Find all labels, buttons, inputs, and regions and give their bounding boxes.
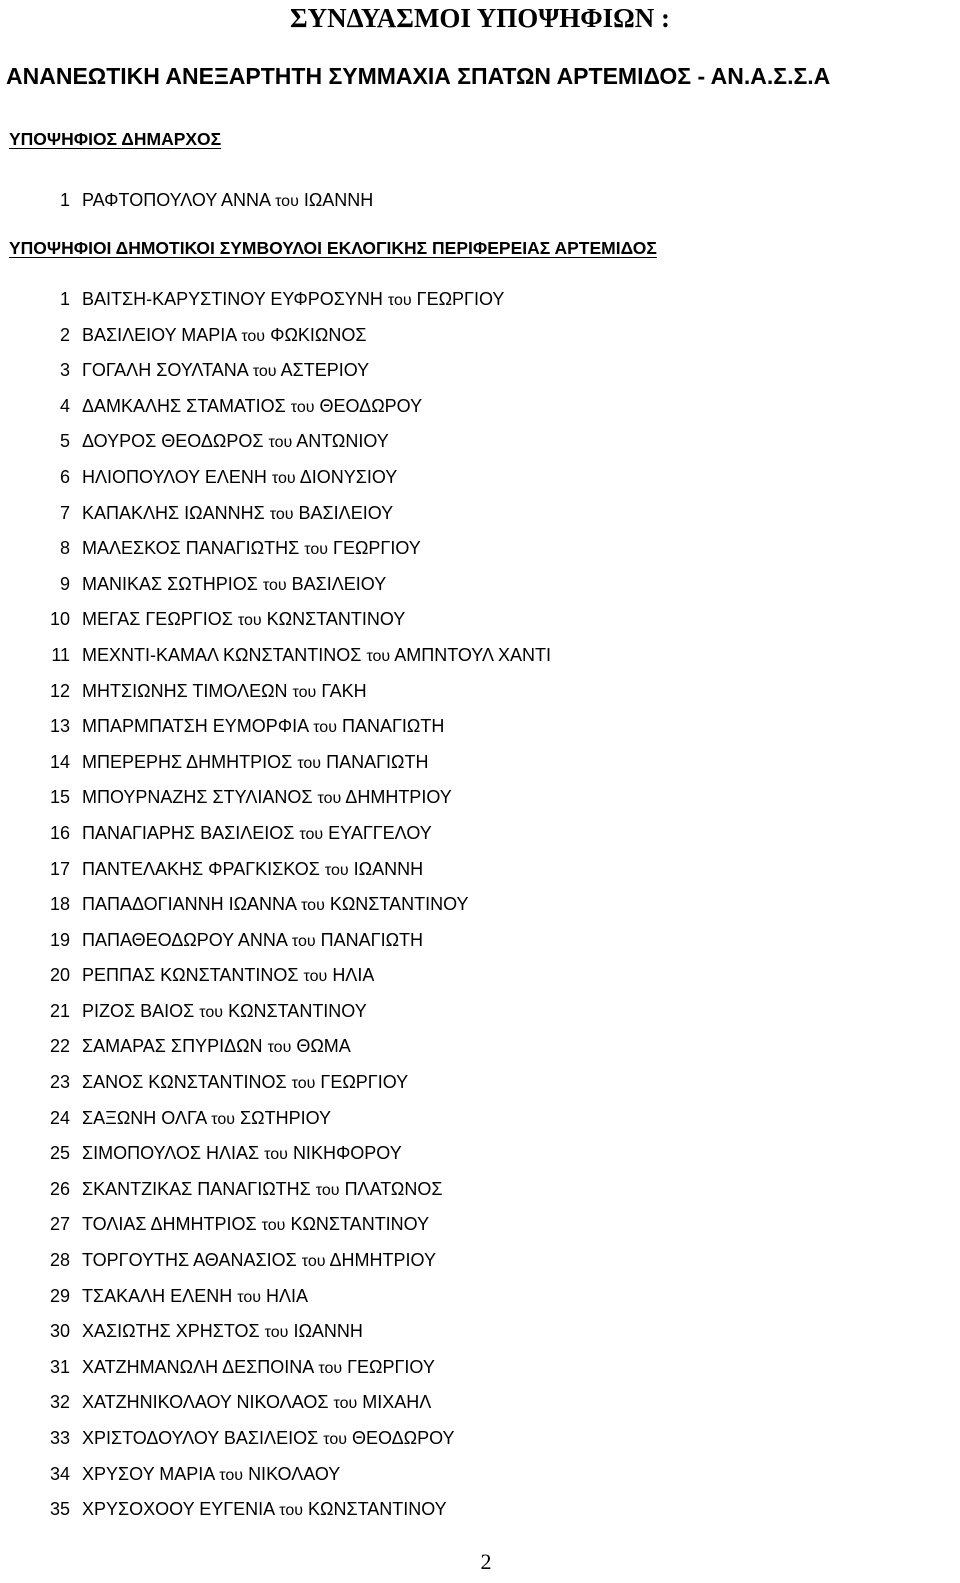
patronymic-article: του: [387, 292, 412, 309]
candidate-father-name: ΠΑΝΑΓΙΩΤΗ: [320, 929, 424, 950]
patronymic-article: του: [292, 683, 317, 701]
candidate-father-name: ΗΛΙΑ: [265, 1285, 309, 1306]
candidate-full-name: [82, 821, 432, 847]
patronymic-article: του: [241, 327, 266, 345]
candidate-father-name: ΔΗΜΗΤΡΙΟΥ: [345, 787, 452, 808]
candidate-full-name: [82, 679, 367, 705]
candidate-name: ΜΠΕΡΕΡΗΣ ΔΗΜΗΤΡΙΟΣ: [82, 751, 293, 772]
candidate-number: 20: [49, 965, 70, 986]
candidate-full-name: [82, 750, 428, 776]
patronymic-article: του: [333, 1395, 358, 1413]
candidate-number: 33: [49, 1428, 70, 1448]
candidate-name: ΧΡΥΣΟΥ ΜΑΡΙΑ: [82, 1463, 215, 1484]
candidate-father-name: ΑΣΤΕΡΙΟΥ: [280, 360, 370, 381]
patronymic-article: του: [261, 1217, 286, 1235]
candidate-father-name: ΑΜΠΝΤΟΥΛ ΧΑΝΤΙ: [394, 644, 551, 665]
candidate-father-name: ΘΩΜΑ: [296, 1036, 351, 1057]
patronymic-article: του: [297, 754, 322, 772]
candidate-name: ΒΑΣΙΛΕΙΟΥ ΜΑΡΙΑ: [82, 324, 237, 345]
candidate-full-name: [82, 1177, 443, 1203]
candidate-number: 1: [59, 289, 70, 309]
candidate-name: ΧΡΥΣΟΧΟΟΥ ΕΥΓΕΝΙΑ: [82, 1499, 275, 1520]
candidate-father-name: ΑΝΤΩΝΙΟΥ: [296, 431, 389, 452]
candidate-number: 30: [49, 1321, 70, 1342]
candidate-full-name: [82, 785, 452, 811]
patronymic-article: του: [262, 576, 287, 594]
candidate-father-name: ΜΙΧΑΗΛ: [362, 1392, 432, 1413]
patronymic-article: του: [279, 1502, 303, 1520]
candidate-number: 29: [49, 1285, 70, 1306]
candidate-number: 26: [49, 1178, 70, 1199]
candidate-name: ΒΑΙΤΣΗ-ΚΑΡΥΣΤΙΝΟΥ ΕΥΦΡΟΣΥΝΗ: [82, 289, 383, 309]
candidate-full-name: [82, 572, 386, 598]
patronymic-article: του: [290, 398, 315, 416]
candidate-number: 23: [49, 1072, 70, 1093]
patronymic-article: του: [252, 363, 277, 381]
candidate-number: 4: [59, 395, 70, 416]
candidate-number: 13: [49, 716, 70, 737]
patronymic-article: του: [318, 1359, 343, 1377]
candidate-full-name: [82, 1034, 351, 1060]
candidate-number: 31: [49, 1356, 70, 1377]
candidate-name: ΜΕΓΑΣ ΓΕΩΡΓΙΟΣ: [82, 609, 233, 630]
candidate-number: 9: [59, 573, 70, 594]
candidate-number: 8: [59, 538, 70, 559]
candidate-number: 17: [49, 858, 70, 879]
patronymic-article: του: [301, 897, 325, 915]
candidate-number: 24: [49, 1107, 70, 1128]
candidate-number: 15: [49, 787, 70, 808]
candidate-full-name: [82, 1355, 435, 1381]
patronymic-article: του: [268, 434, 293, 452]
patronymic-article: του: [271, 469, 296, 487]
candidate-full-name: [82, 536, 421, 562]
patronymic-article: του: [317, 790, 342, 808]
candidate-father-name: ΘΕΟΔΩΡΟΥ: [352, 1428, 455, 1448]
candidate-number: 6: [59, 466, 70, 487]
candidate-name: ΗΛΙΟΠΟΥΛΟΥ ΕΛΕΝΗ: [82, 466, 267, 487]
candidate-father-name: ΠΛΑΤΩΝΟΣ: [344, 1178, 443, 1199]
patronymic-article: του: [301, 1253, 326, 1271]
candidate-father-name: ΙΩΑΝΝΗ: [353, 858, 424, 879]
candidate-father-name: ΓΑΚΗ: [321, 680, 367, 701]
candidate-father-name: ΚΩΝΣΤΑΝΤΙΝΟΥ: [290, 1214, 430, 1235]
candidate-name: ΧΑΤΖΗΜΑΝΩΛΗ ΔΕΣΠΟΙΝΑ: [82, 1356, 314, 1377]
candidate-full-name: [82, 714, 444, 740]
candidate-number: 14: [49, 751, 70, 772]
candidate-father-name: ΚΩΝΣΤΑΝΤΙΝΟΥ: [307, 1499, 447, 1520]
candidate-number: 27: [49, 1214, 70, 1235]
patronymic-article: του: [211, 1110, 236, 1128]
candidate-number: 25: [49, 1143, 70, 1164]
candidate-name: ΤΣΑΚΑΛΗ ΕΛΕΝΗ: [82, 1285, 233, 1306]
candidate-number: 32: [49, 1392, 70, 1413]
candidate-full-name: [82, 287, 504, 313]
patronymic-article: του: [366, 647, 391, 665]
patronymic-article: του: [291, 1075, 316, 1093]
candidate-full-name: [82, 1284, 308, 1310]
candidate-name: ΜΠΑΡΜΠΑΤΣΗ ΕΥΜΟΡΦΙΑ: [82, 716, 309, 737]
patronymic-article: του: [291, 932, 316, 950]
candidate-number: 3: [59, 360, 70, 381]
mayor-section-heading: ΥΠΟΨΗΦΙΟΣ ΔΗΜΑΡΧΟΣ: [9, 129, 222, 149]
patronymic-article: του: [269, 505, 294, 523]
candidate-number: 5: [59, 431, 70, 452]
candidate-full-name: [82, 1462, 340, 1488]
candidate-full-name: [82, 1106, 331, 1132]
candidate-number: 19: [49, 929, 70, 950]
candidate-name: ΡΑΦΤΟΠΟΥΛΟΥ ΑΝΝΑ: [82, 190, 271, 210]
candidate-father-name: ΕΥΑΓΓΕΛΟΥ: [328, 822, 432, 843]
patronymic-article: του: [237, 612, 262, 630]
candidate-full-name: [82, 643, 551, 669]
candidate-name: ΠΑΝΑΓΙΑΡΗΣ ΒΑΣΙΛΕΙΟΣ: [82, 822, 295, 843]
patronymic-article: του: [219, 1466, 244, 1484]
candidate-name: ΡΙΖΟΣ ΒΑΙΟΣ: [82, 1000, 195, 1021]
candidate-father-name: ΝΙΚΟΛΑΟΥ: [248, 1463, 341, 1484]
candidate-father-name: ΙΩΑΝΝΗ: [293, 1321, 363, 1342]
candidate-number: 7: [59, 502, 70, 523]
candidate-name: ΣΑΜΑΡΑΣ ΣΠΥΡΙΔΩΝ: [82, 1036, 263, 1057]
candidate-father-name: ΗΛΙΑ: [332, 965, 375, 986]
candidate-number: 18: [49, 894, 70, 915]
candidate-number: 21: [49, 1000, 70, 1021]
candidate-name: ΧΑΣΙΩΤΗΣ ΧΡΗΣΤΟΣ: [82, 1321, 260, 1342]
candidate-name: ΡΕΠΠΑΣ ΚΩΝΣΤΑΝΤΙΝΟΣ: [82, 965, 299, 986]
candidate-name: ΜΑΝΙΚΑΣ ΣΩΤΗΡΙΟΣ: [82, 573, 258, 594]
candidate-full-name: [82, 465, 397, 491]
candidate-name: ΣΑΝΟΣ ΚΩΝΣΤΑΝΤΙΝΟΣ: [82, 1072, 287, 1093]
candidate-full-name: [82, 1141, 402, 1167]
candidate-full-name: [82, 1212, 429, 1238]
candidate-father-name: ΙΩΑΝΝΗ: [303, 190, 374, 210]
candidate-number: 10: [49, 609, 70, 630]
patronymic-article: του: [264, 1146, 288, 1164]
candidate-father-name: ΚΩΝΣΤΑΝΤΙΝΟΥ: [266, 609, 406, 630]
candidate-name: ΧΡΙΣΤΟΔΟΥΛΟΥ ΒΑΣΙΛΕΙΟΣ: [82, 1428, 319, 1448]
candidate-full-name: [82, 857, 423, 883]
patronymic-article: του: [313, 719, 337, 737]
candidate-number: 35: [49, 1499, 70, 1520]
candidate-number: 22: [49, 1036, 70, 1057]
candidate-name: ΠΑΠΑΘΕΟΔΩΡΟΥ ΑΝΝΑ: [82, 929, 287, 950]
candidate-name: ΣΚΑΝΤΖΙΚΑΣ ΠΑΝΑΓΙΩΤΗΣ: [82, 1178, 311, 1199]
patronymic-article: του: [267, 1039, 292, 1057]
candidate-name: ΜΗΤΣΙΩΝΗΣ ΤΙΜΟΛΕΩΝ: [82, 680, 288, 701]
candidate-name: ΜΑΛΕΣΚΟΣ ΠΑΝΑΓΙΩΤΗΣ: [82, 538, 300, 559]
candidate-father-name: ΠΑΝΑΓΙΩΤΗ: [326, 751, 429, 772]
candidate-full-name: [82, 1426, 455, 1452]
candidate-number: 1: [59, 190, 70, 210]
candidate-name: ΚΑΠΑΚΛΗΣ ΙΩΑΝΝΗΣ: [82, 502, 265, 523]
council-section-heading: ΥΠΟΨΗΦΙΟΙ ΔΗΜΟΤΙΚΟΙ ΣΥΜΒΟΥΛΟΙ ΕΚΛΟΓΙΚΗΣ ΠΕΡΙΦΕΡΕΙΑΣ ΑΡΤΕΜΙΔΟΣ: [9, 238, 657, 258]
candidate-name: ΜΠΟΥΡΝΑΖΗΣ ΣΤΥΛΙΑΝΟΣ: [82, 787, 313, 808]
patronymic-article: του: [199, 1003, 224, 1021]
candidate-full-name: [82, 323, 367, 349]
candidate-full-name: [82, 1248, 436, 1274]
candidate-father-name: ΒΑΣΙΛΕΙΟΥ: [291, 573, 387, 594]
candidate-father-name: ΚΩΝΣΤΑΝΤΙΝΟΥ: [329, 894, 469, 915]
candidate-name: ΣΙΜΟΠΟΥΛΟΣ ΗΛΙΑΣ: [82, 1143, 260, 1164]
patronymic-article: του: [237, 1288, 261, 1306]
candidate-full-name: [82, 188, 373, 214]
candidate-number: 28: [49, 1250, 70, 1271]
candidate-name: ΤΟΡΓΟΥΤΗΣ ΑΘΑΝΑΣΙΟΣ: [82, 1250, 297, 1271]
candidate-name: ΤΟΛΙΑΣ ΔΗΜΗΤΡΙΟΣ: [82, 1214, 257, 1235]
candidate-name: ΓΟΓΑΛΗ ΣΟΥΛΤΑΝΑ: [82, 360, 248, 381]
candidate-full-name: [82, 1319, 363, 1345]
patronymic-article: του: [299, 825, 324, 843]
candidate-name: ΜΕΧΝΤΙ-ΚΑΜΑΛ ΚΩΝΣΤΑΝΤΙΝΟΣ: [82, 644, 362, 665]
candidate-name: ΣΑΞΩΝΗ ΟΛΓΑ: [82, 1107, 207, 1128]
candidate-name: ΔΑΜΚΑΛΗΣ ΣΤΑΜΑΤΙΟΣ: [82, 395, 286, 416]
page-number: 2: [480, 1549, 492, 1574]
candidate-father-name: ΓΕΩΡΓΙΟΥ: [320, 1072, 409, 1093]
candidate-full-name: [82, 1070, 408, 1096]
candidate-full-name: [82, 892, 469, 918]
candidate-father-name: ΝΙΚΗΦΟΡΟΥ: [292, 1143, 402, 1164]
candidate-full-name: [82, 358, 369, 384]
patronymic-article: του: [315, 1181, 340, 1199]
candidate-father-name: ΣΩΤΗΡΙΟΥ: [240, 1107, 332, 1128]
candidate-full-name: [82, 394, 422, 420]
patronymic-article: του: [264, 1324, 289, 1342]
candidate-full-name: [82, 501, 393, 527]
patronymic-article: του: [304, 541, 329, 559]
candidate-father-name: ΓΕΩΡΓΙΟΥ: [333, 538, 421, 559]
candidate-full-name: [82, 963, 374, 989]
page-title: ΣΥΝΔΥΑΣΜΟΙ ΥΠΟΨΗΦΙΩΝ :: [289, 3, 671, 33]
candidate-name: ΠΑΝΤΕΛΑΚΗΣ ΦΡΑΓΚΙΣΚΟΣ: [82, 858, 320, 879]
candidate-father-name: ΒΑΣΙΛΕΙΟΥ: [298, 502, 394, 523]
candidate-name: ΠΑΠΑΔΟΓΙΑΝΝΗ ΙΩΑΝΝΑ: [82, 894, 297, 915]
candidate-father-name: ΔΙΟΝΥΣΙΟΥ: [299, 466, 398, 487]
alliance-name: ΑΝΑΝΕΩΤΙΚΗ ΑΝΕΞΑΡΤΗΤΗ ΣΥΜΜΑΧΙΑ ΣΠΑΤΩΝ ΑΡΤΕΜΙΔΟΣ - ΑΝ.Α.Σ.Σ.Α: [6, 63, 831, 89]
candidate-full-name: [82, 999, 367, 1025]
candidate-father-name: ΘΕΟΔΩΡΟΥ: [319, 395, 423, 416]
candidate-number: 12: [49, 680, 70, 701]
candidate-full-name: [82, 1497, 447, 1523]
candidate-number: 16: [49, 822, 70, 843]
candidate-name: ΔΟΥΡΟΣ ΘΕΟΔΩΡΟΣ: [82, 431, 264, 452]
candidate-father-name: ΠΑΝΑΓΙΩΤΗ: [341, 716, 445, 737]
patronymic-article: του: [275, 193, 299, 210]
candidate-number: 34: [49, 1463, 70, 1484]
candidate-full-name: [82, 607, 405, 633]
candidate-full-name: [82, 429, 389, 455]
candidate-father-name: ΓΕΩΡΓΙΟΥ: [416, 289, 505, 309]
candidate-father-name: ΔΗΜΗΤΡΙΟΥ: [329, 1250, 436, 1271]
candidate-full-name: [82, 1390, 431, 1416]
candidate-father-name: ΦΩΚΙΩΝΟΣ: [270, 324, 367, 345]
candidate-number: 11: [51, 644, 70, 665]
patronymic-article: του: [303, 968, 328, 986]
candidate-father-name: ΚΩΝΣΤΑΝΤΙΝΟΥ: [228, 1000, 367, 1021]
candidate-full-name: [82, 928, 423, 954]
candidate-name: ΧΑΤΖΗΝΙΚΟΛΑΟΥ ΝΙΚΟΛΑΟΣ: [82, 1392, 329, 1413]
candidate-number: 2: [59, 324, 70, 345]
patronymic-article: του: [324, 861, 349, 879]
patronymic-article: του: [323, 1431, 347, 1448]
candidate-father-name: ΓΕΩΡΓΙΟΥ: [347, 1356, 435, 1377]
